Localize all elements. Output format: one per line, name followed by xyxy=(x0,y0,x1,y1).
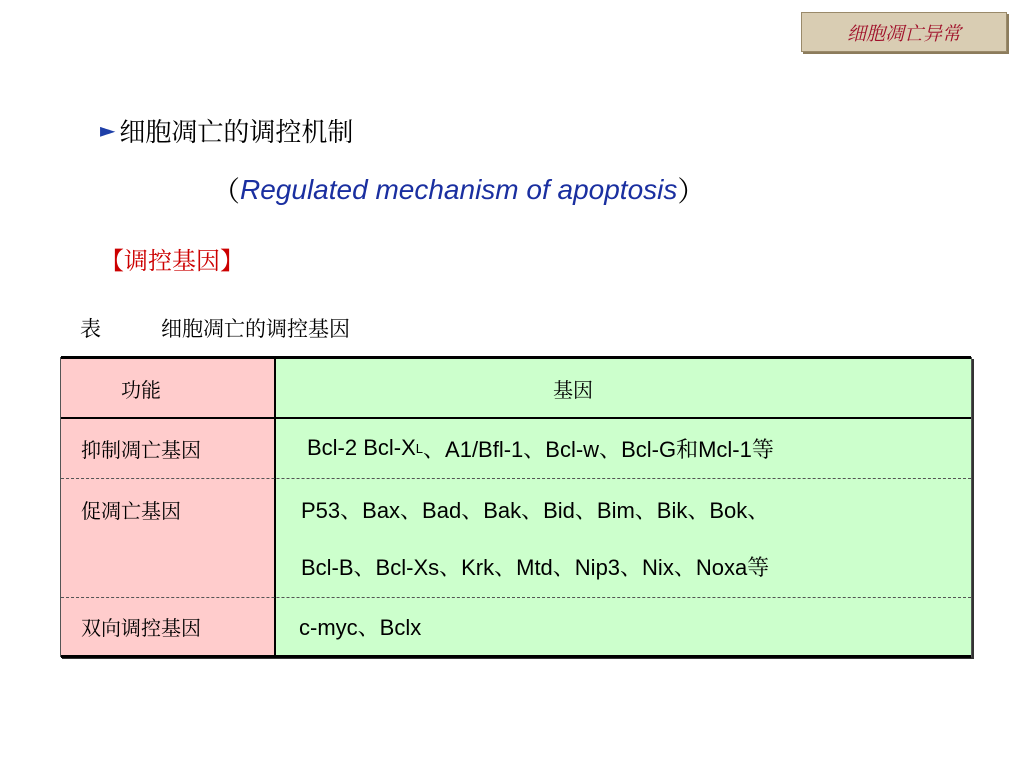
table-top-rule xyxy=(61,356,971,359)
table-row-3-function: 双向调控基因 xyxy=(81,615,201,640)
subtitle-open-paren: （ xyxy=(212,176,241,207)
table-row-1-genes xyxy=(307,430,774,466)
table-row-1-function: 抑制凋亡基因 xyxy=(81,437,201,462)
regulatory-genes-table xyxy=(60,357,972,657)
table-caption xyxy=(80,310,350,346)
section-badge xyxy=(801,12,1007,52)
header-genes: 基因 xyxy=(553,377,593,402)
genes-suffix: 、A1/Bfl-1、Bcl-w、Bcl-G和Mcl-1等 xyxy=(423,436,774,462)
table-caption-label: 表 xyxy=(80,317,101,341)
table-row-2-genes-line2: Bcl-B、Bcl-Xs、Krk、Mtd、Nip3、Nix、Noxa等 xyxy=(301,554,770,580)
section-title: 【调控基因】 xyxy=(100,246,244,275)
table-row-3-genes: c-myc、Bclx xyxy=(299,614,422,640)
table-bottom-rule xyxy=(61,655,971,658)
slide-heading-text: 细胞凋亡的调控机制 xyxy=(119,117,354,148)
bullet-arrow-icon: ► xyxy=(100,118,116,142)
subtitle-text: Regulated mechanism of apoptosis xyxy=(240,174,678,205)
section-badge-label: 细胞凋亡异常 xyxy=(846,22,961,45)
table-caption-title: 细胞凋亡的调控基因 xyxy=(161,317,350,341)
genes-prefix: Bcl-2 Bcl-X xyxy=(307,435,416,460)
table-row-2-genes-line1: P53、Bax、Bad、Bak、Bid、Bim、Bik、Bok、 xyxy=(301,497,770,523)
row-divider xyxy=(61,597,971,598)
table-row-2-function: 促凋亡基因 xyxy=(81,498,181,523)
subtitle-close-paren: ） xyxy=(677,176,706,207)
header-function: 功能 xyxy=(121,377,161,402)
table-header-rule xyxy=(61,417,971,419)
slide-heading xyxy=(100,110,353,150)
english-subtitle xyxy=(212,168,705,212)
genes-subscript: L xyxy=(415,440,424,456)
row-divider xyxy=(61,478,971,479)
